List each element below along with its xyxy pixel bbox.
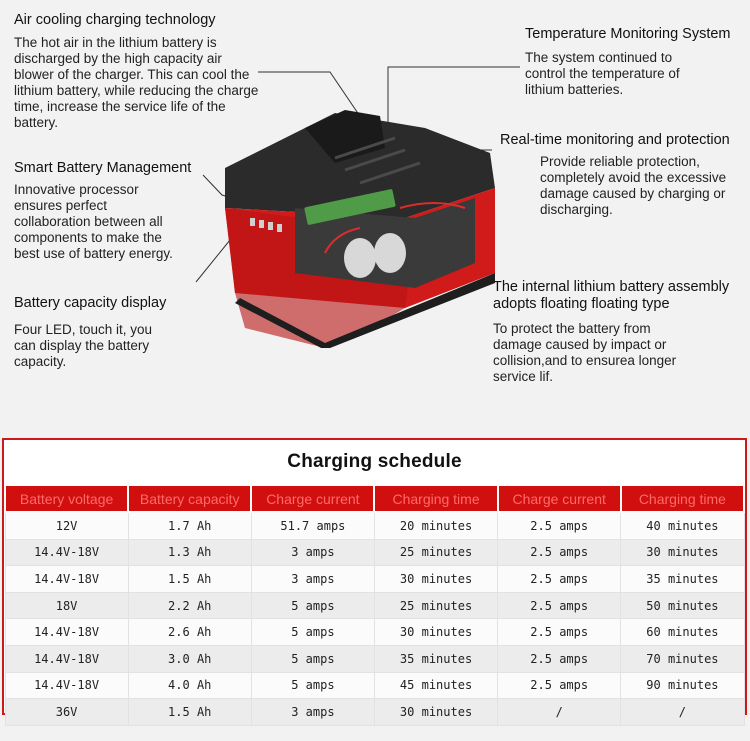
table-cell: 5 amps — [251, 619, 374, 646]
feature-text: Four LED, touch it, you can display the battery capacity. — [14, 322, 153, 369]
feature-title: Temperature Monitoring System — [525, 26, 731, 42]
table-row — [5, 512, 744, 539]
table-row — [5, 592, 744, 619]
column-header: Battery voltage — [5, 485, 128, 512]
table-cell: 70 minutes — [621, 645, 744, 672]
table-cell: 1.5 Ah — [128, 699, 251, 726]
table-cell: 90 minutes — [621, 672, 744, 699]
table-row — [5, 672, 744, 699]
table-cell: 30 minutes — [374, 699, 497, 726]
table-cell: 50 minutes — [621, 592, 744, 619]
table-cell: 36V — [5, 699, 128, 726]
column-header: Charging time — [621, 485, 744, 512]
table-cell: 1.5 Ah — [128, 566, 251, 593]
table-cell: 2.5 amps — [498, 539, 621, 566]
feature-title: Smart Battery Management — [14, 160, 192, 176]
table-cell: 5 amps — [251, 645, 374, 672]
table-row — [5, 619, 744, 646]
schedule-title: Charging schedule — [287, 451, 462, 472]
table-cell: 35 minutes — [374, 645, 497, 672]
feature-text: Innovative processor ensures perfect collaboration between all components to make the best use of battery energy. — [14, 182, 173, 261]
feature-title: Battery capacity display — [14, 295, 167, 311]
feature-title: Air cooling charging technology — [14, 12, 216, 28]
table-cell: 20 minutes — [374, 512, 497, 539]
table-cell: 2.5 amps — [498, 566, 621, 593]
table-row — [5, 539, 744, 566]
table-cell: 25 minutes — [374, 539, 497, 566]
table-row — [5, 566, 744, 593]
table-cell: 40 minutes — [621, 512, 744, 539]
table-cell: 14.4V-18V — [5, 566, 128, 593]
column-header: Charging time — [374, 485, 497, 512]
table-cell: 14.4V-18V — [5, 672, 128, 699]
table-row — [5, 699, 744, 726]
battery-illustration — [185, 58, 515, 348]
feature-text: The system continued to control the temperature of lithium batteries. — [525, 50, 680, 97]
column-header: Charge current — [251, 485, 374, 512]
table-cell: / — [621, 699, 744, 726]
table-cell: 2.5 amps — [498, 592, 621, 619]
table-cell: 3 amps — [251, 539, 374, 566]
feature-title: Real-time monitoring and protection — [500, 132, 730, 148]
schedule-body — [5, 512, 744, 725]
feature-title: The internal lithium battery assembly adopts floating floating type — [493, 279, 730, 312]
table-cell: 1.7 Ah — [128, 512, 251, 539]
table-cell: 3.0 Ah — [128, 645, 251, 672]
charging-schedule — [2, 438, 747, 719]
table-cell: 45 minutes — [374, 672, 497, 699]
schedule-table — [4, 484, 745, 726]
table-cell: 2.5 amps — [498, 645, 621, 672]
table-cell: 18V — [5, 592, 128, 619]
table-cell: 25 minutes — [374, 592, 497, 619]
table-cell: 2.5 amps — [498, 512, 621, 539]
table-cell: 5 amps — [251, 672, 374, 699]
table-cell: 5 amps — [251, 592, 374, 619]
feature-text: The hot air in the lithium battery is discharged by the high capacity air blower of the charger. This can cool the lithium battery, while reducing the charge time, increase the service life of the battery. — [14, 35, 259, 130]
table-cell: 2.6 Ah — [128, 619, 251, 646]
table-row — [5, 645, 744, 672]
table-cell: 3 amps — [251, 566, 374, 593]
table-cell: 30 minutes — [374, 566, 497, 593]
table-cell: 35 minutes — [621, 566, 744, 593]
feature-text: Provide reliable protection, completely avoid the excessive damage caused by charging or discharging. — [540, 154, 727, 217]
table-cell: 30 minutes — [374, 619, 497, 646]
table-cell: 14.4V-18V — [5, 539, 128, 566]
feature-text: To protect the battery from damage caused by impact or collision,and to ensurea longer service lif. — [493, 321, 677, 384]
table-cell: 51.7 amps — [251, 512, 374, 539]
column-header: Battery capacity — [128, 485, 251, 512]
table-cell: 14.4V-18V — [5, 619, 128, 646]
table-cell: 3 amps — [251, 699, 374, 726]
table-cell: / — [498, 699, 621, 726]
table-cell: 2.2 Ah — [128, 592, 251, 619]
table-cell: 2.5 amps — [498, 672, 621, 699]
table-cell: 1.3 Ah — [128, 539, 251, 566]
table-cell: 14.4V-18V — [5, 645, 128, 672]
table-cell: 4.0 Ah — [128, 672, 251, 699]
table-cell: 30 minutes — [621, 539, 744, 566]
column-header: Charge current — [498, 485, 621, 512]
table-cell: 2.5 amps — [498, 619, 621, 646]
schedule-header-row — [5, 485, 744, 512]
table-cell: 12V — [5, 512, 128, 539]
table-cell: 60 minutes — [621, 619, 744, 646]
